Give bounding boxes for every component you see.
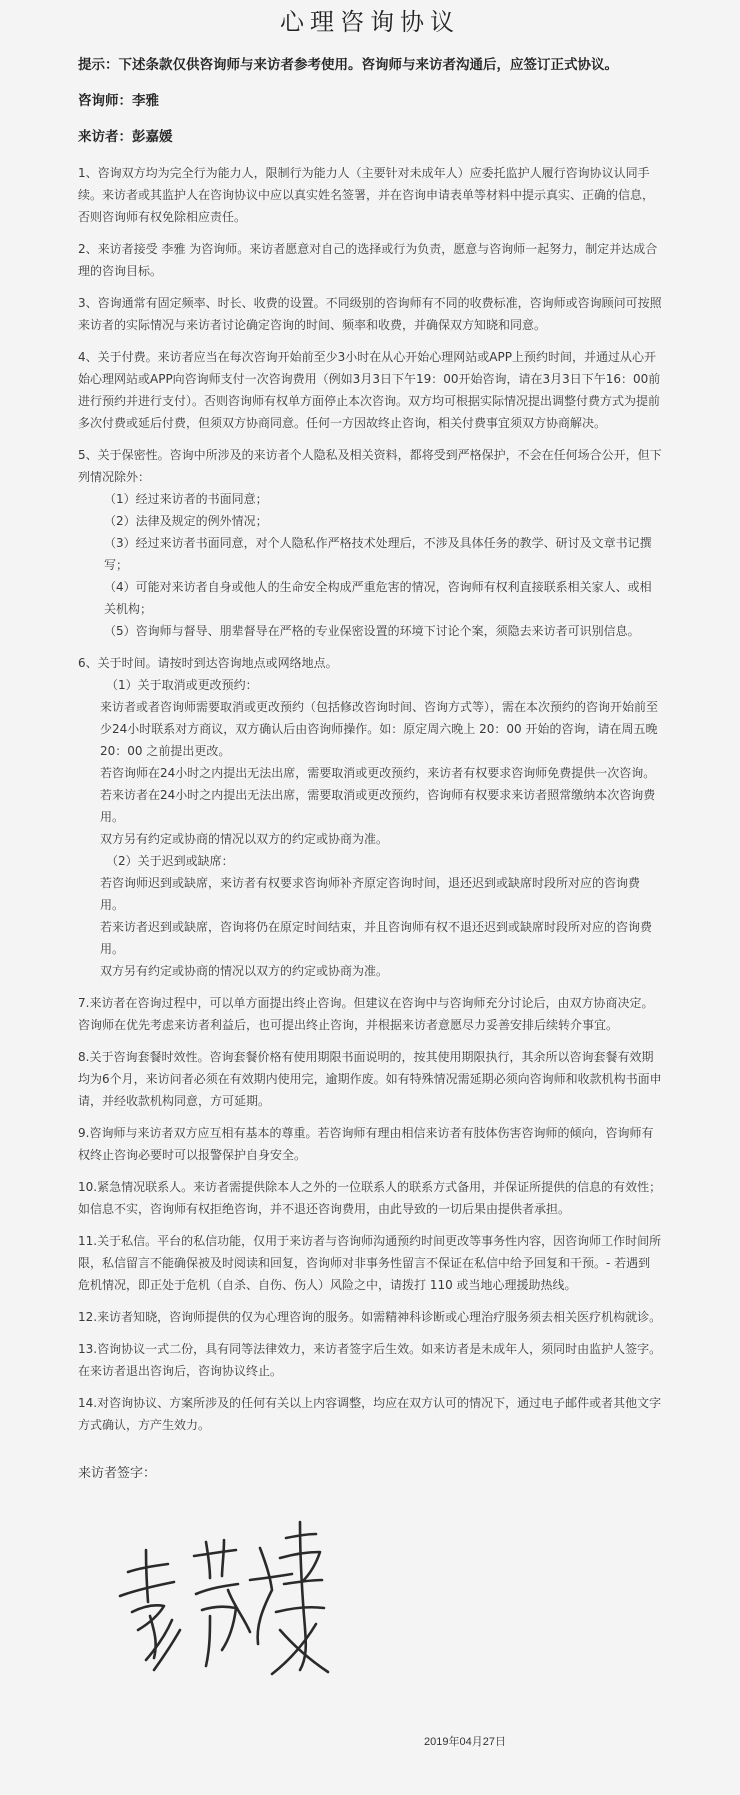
clause-2: 2、来访者接受 李雅 为咨询师。来访者愿意对自己的选择或行为负责，愿意与咨询师一起努力，制定并达成合理的咨询目标。 bbox=[78, 242, 658, 278]
clause-8: 8.关于咨询套餐时效性。咨询套餐价格有使用期限书面说明的，按其使用期限执行，其余所以咨询套餐有效期均为6个月，来访问者必须在有效期内使用完，逾期作废。如有特殊情况需延期必须向咨询师和收款机构书面申请，并经收款机构同意，方可延期。 bbox=[78, 1050, 662, 1108]
handwritten-signature bbox=[110, 1520, 340, 1690]
clause-6-sub2-para: 若咨询师迟到或缺席，来访者有权要求咨询师补齐原定咨询时间，退还迟到或缺席时段所对应的咨询费用。 bbox=[100, 876, 641, 912]
clause-list bbox=[78, 162, 662, 1436]
clause-6-sub1-para: 来访者或者咨询师需要取消或更改预约（包括修改咨询时间、咨询方式等），需在本次预约的咨询开始前至少24小时联系对方商议，双方确认后由咨询师操作。如：原定周六晚上 20：00 开始的咨询，请在周五晚 20：00 之前提出更改。 bbox=[100, 700, 659, 758]
clause-5-item: （2）法律及规定的例外情况； bbox=[104, 514, 268, 528]
clause-5-item: （3）经过来访者书面同意，对个人隐私作严格技术处理后，不涉及具体任务的教学、研讨及文章书记撰写； bbox=[104, 536, 652, 572]
counselor-line: 咨询师：李雅 bbox=[78, 93, 159, 109]
clause-6-sub2-para: 双方另有约定或协商的情况以双方的约定或协商为准。 bbox=[100, 964, 389, 978]
clause-1: 1、咨询双方均为完全行为能力人，限制行为能力人（主要针对未成年人）应委托监护人履行咨询协议认同手续。来访者或其监护人在咨询协议中应以真实姓名签署，并在咨询申请表单等材料中提示真实、正确的信息，否则咨询师有权免除相应责任。 bbox=[78, 166, 655, 224]
clause-5-item: （1）经过来访者的书面同意； bbox=[104, 492, 268, 506]
clause-6-sub1-para: 若来访者在24小时之内提出无法出席，需要取消或更改预约，咨询师有权要求来访者照常缴纳本次咨询费用。 bbox=[100, 788, 656, 824]
clause-12: 12.来访者知晓，咨询师提供的仅为心理咨询的服务。如需精神科诊断或心理治疗服务须去相关医疗机构就诊。 bbox=[78, 1310, 662, 1324]
clause-6-sub2-para: 若来访者迟到或缺席，咨询将仍在原定时间结束，并且咨询师有权不退还迟到或缺席时段所对应的咨询费用。 bbox=[100, 920, 653, 956]
clause-5 bbox=[78, 444, 662, 642]
clause-6-intro: 6、关于时间。请按时到达咨询地点或网络地点。 bbox=[78, 656, 338, 670]
document-title: 心理咨询协议 bbox=[280, 8, 460, 36]
clause-3: 3、咨询通常有固定频率、时长、收费的设置。不同级别的咨询师有不同的收费标准，咨询师或咨询顾问可按照来访者的实际情况与来访者讨论确定咨询的时间、频率和收费，并确保双方知晓和同意。 bbox=[78, 296, 662, 332]
clause-9: 9.咨询师与来访者双方应互相有基本的尊重。若咨询师有理由相信来访者有肢体伤害咨询师的倾向，咨询师有权终止咨询必要时可以报警保护自身安全。 bbox=[78, 1126, 654, 1162]
notice-text: 提示：下述条款仅供咨询师与来访者参考使用。咨询师与来访者沟通后，应签订正式协议。 bbox=[78, 57, 618, 73]
signature-label: 来访者签字： bbox=[78, 1466, 157, 1481]
signature-date: 2019年04月27日 bbox=[424, 1736, 506, 1748]
clause-6 bbox=[78, 652, 662, 982]
clause-13: 13.咨询协议一式二份，具有同等法律效力，来访者签字后生效。如来访者是未成年人，须同时由监护人签字。在来访者退出咨询后，咨询协议终止。 bbox=[78, 1342, 662, 1378]
clause-5-item: （5）咨询师与督导、朋辈督导在严格的专业保密设置的环境下讨论个案，须隐去来访者可识别信息。 bbox=[104, 624, 640, 638]
clause-6-sub2-heading: （2）关于迟到或缺席： bbox=[106, 854, 234, 868]
clause-6-sub1-para: 若咨询师在24小时之内提出无法出席，需要取消或更改预约，来访者有权要求咨询师免费提供一次咨询。 bbox=[100, 766, 656, 780]
clause-4: 4、关于付费。来访者应当在每次咨询开始前至少3小时在从心开始心理网站或APP上预约时间，并通过从心开始心理网站或APP向咨询师支付一次咨询费用（例如3月3日下午19：00开始咨询，请在3月3日下午16：00前进行预约并进行支付）。否则咨询师有权单方面停止本次咨询。双方均可根据实际情况提出调整付费方式为提前多次付费或延后付费，但须双方协商同意。任何一方因故终止咨询，相关付费事宜须双方协商解决。 bbox=[78, 350, 661, 430]
clause-5-intro: 5、关于保密性。咨询中所涉及的来访者个人隐私及相关资料，都将受到严格保护，不会在任何场合公开，但下列情况除外： bbox=[78, 448, 662, 484]
client-line: 来访者：彭嘉媛 bbox=[78, 129, 173, 145]
clause-14: 14.对咨询协议、方案所涉及的任何有关以上内容调整，均应在双方认可的情况下，通过电子邮件或者其他文字方式确认，方产生效力。 bbox=[78, 1396, 662, 1432]
clause-7: 7.来访者在咨询过程中，可以单方面提出终止咨询。但建议在咨询中与咨询师充分讨论后，由双方协商决定。咨询师在优先考虑来访者利益后，也可提出终止咨询，并根据来访者意愿尽力妥善安排后续转介事宜。 bbox=[78, 996, 654, 1032]
clause-6-sub1-para: 双方另有约定或协商的情况以双方的约定或协商为准。 bbox=[100, 832, 389, 846]
clause-6-sub1-heading: （1）关于取消或更改预约： bbox=[106, 678, 258, 692]
clause-5-item: （4）可能对来访者自身或他人的生命安全构成严重危害的情况，咨询师有权利直接联系相关家人、或相关机构； bbox=[104, 580, 652, 616]
clause-10: 10.紧急情况联系人。来访者需提供除本人之外的一位联系人的联系方式备用，并保证所提供的信息的有效性；如信息不实，咨询师有权拒绝咨询，并不退还咨询费用，由此导致的一切后果由提供者承担。 bbox=[78, 1180, 662, 1216]
clause-11: 11.关于私信。平台的私信功能，仅用于来访者与咨询师沟通预约时间更改等事务性内容，因咨询师工作时间所限，私信留言不能确保被及时阅读和回复，咨询师对非事务性留言不保证在私信中给予回复和干预。- 若遇到危机情况，即正处于危机（自杀、自伤、伤人）风险之中，请拨打 110 或当地心理援助热线。 bbox=[78, 1234, 662, 1292]
